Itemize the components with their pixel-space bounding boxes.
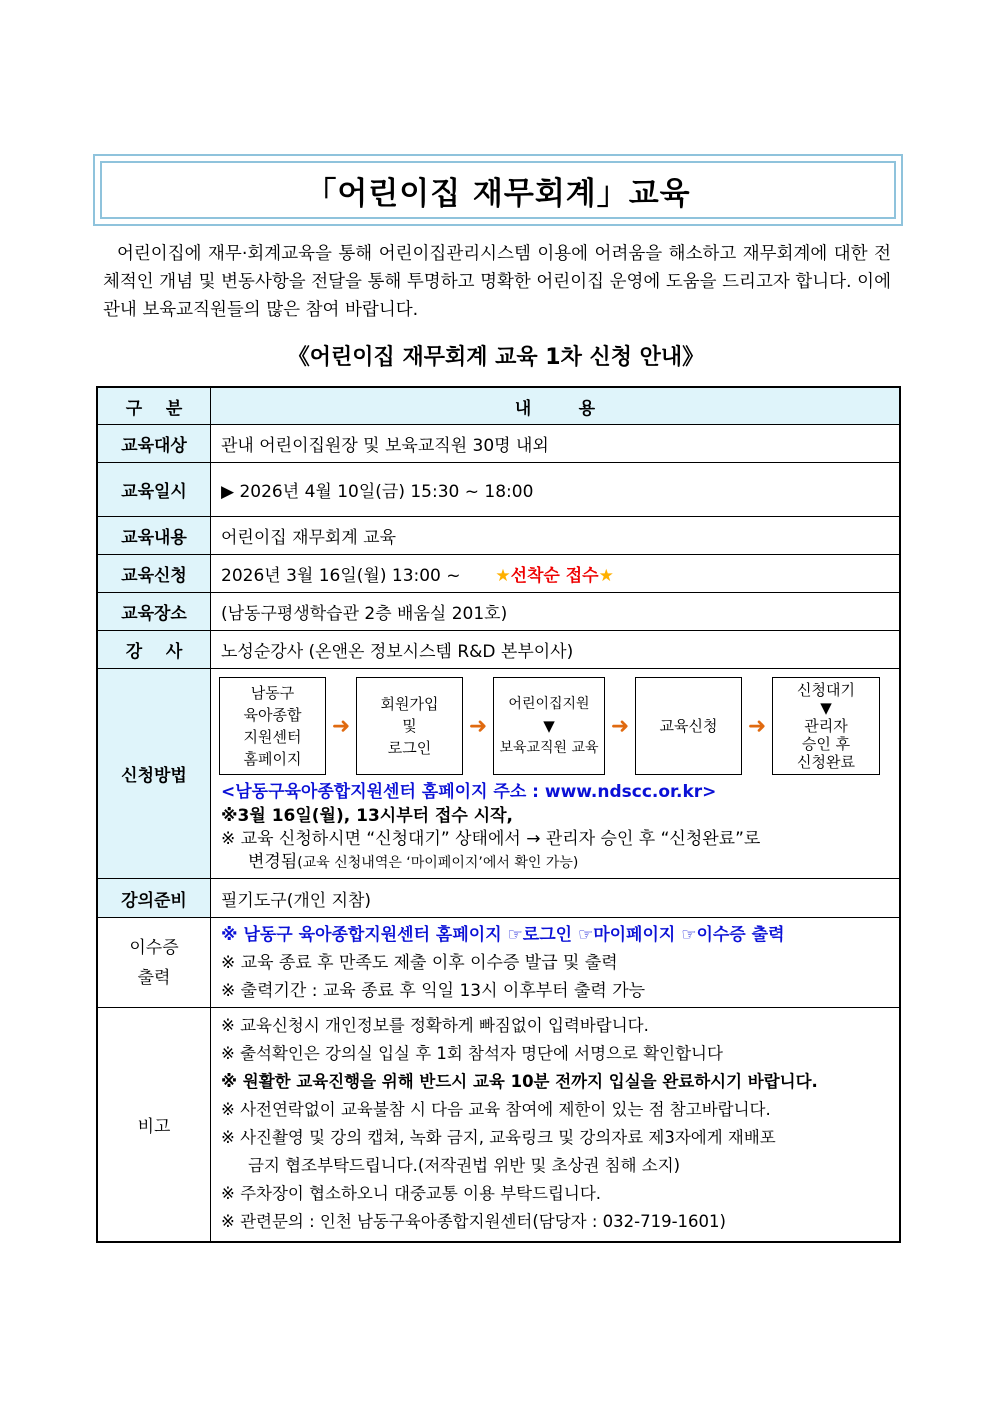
application-flow bbox=[219, 673, 899, 779]
row-target bbox=[97, 425, 900, 463]
value-remarks bbox=[211, 1008, 901, 1242]
row-lecturer bbox=[97, 631, 900, 669]
label-content: 교육내용 bbox=[97, 517, 211, 555]
arrow-right-icon: ➜ bbox=[747, 713, 767, 739]
flow-step-approval: 신청대기 ▼ 관리자 승인 후 신청완료 bbox=[772, 677, 880, 775]
homepage-url-line: <남동구육아종합지원센터 홈페이지 주소 : www.ndscc.or.kr> bbox=[221, 782, 717, 802]
intro-text: 어린이집에 재무·회계교육을 통해 어린이집관리시스템 이용에 어려움을 해소하고 재무회계에 대한 전체적인 개념 및 변동사항을 전달을 통해 투명하고 명확한 어린이집 운영에 도움을 드리고자 합니다. 이에 관내 보육교직원들의 많은 참여 바랍니다. bbox=[103, 244, 891, 320]
label-place: 교육장소 bbox=[97, 593, 211, 631]
apply-date: 2026년 3월 16일(월) 13:00 ~ bbox=[221, 566, 461, 586]
remark-item: ※ 교육신청시 개인정보를 정확하게 빠짐없이 입력바랍니다. bbox=[221, 1016, 649, 1036]
row-prep bbox=[97, 879, 900, 918]
value-lecturer: 노성순강사 (온앤온 정보시스템 R&D 본부이사) bbox=[211, 631, 901, 669]
apply-note-line1: ※ 교육 신청하시면 “신청대기” 상태에서 → 관리자 승인 후 “신청완료”로 bbox=[221, 829, 761, 849]
label-certificate: 이수증 출력 bbox=[97, 918, 211, 1008]
info-table bbox=[96, 386, 901, 1243]
apply-highlight: 선착순 접수 bbox=[510, 566, 599, 586]
remark-item: 금지 협조부탁드립니다.(저작권법 위반 및 초상권 침해 소지) bbox=[248, 1156, 681, 1176]
row-content bbox=[97, 517, 900, 555]
row-method bbox=[97, 669, 900, 879]
intro-paragraph bbox=[103, 240, 891, 324]
star-icon: ★ bbox=[598, 566, 614, 586]
table-header-row bbox=[97, 387, 900, 425]
label-apply: 교육신청 bbox=[97, 555, 211, 593]
remark-item: ※ 관련문의 : 인천 남동구육아종합지원센터(담당자 : 032-719-1601) bbox=[221, 1212, 726, 1232]
value-prep: 필기도구(개인 지참) bbox=[211, 879, 901, 918]
value-target: 관내 어린이집원장 및 보육교직원 30명 내외 bbox=[211, 425, 901, 463]
remark-item: ※ 원활한 교육진행을 위해 반드시 교육 10분 전까지 입실을 완료하시기 바랍니다. bbox=[221, 1072, 818, 1092]
remark-item: ※ 사진촬영 및 강의 캡쳐, 녹화 금지, 교육링크 및 강의자료 제3자에게 재배포 bbox=[221, 1128, 776, 1148]
title-box bbox=[93, 154, 903, 226]
value-content: 어린이집 재무회계 교육 bbox=[211, 517, 901, 555]
row-apply bbox=[97, 555, 900, 593]
row-date bbox=[97, 463, 900, 517]
value-date: ▶ 2026년 4월 10일(금) 15:30 ~ 18:00 bbox=[211, 463, 901, 517]
label-remarks: 비고 bbox=[97, 1008, 211, 1242]
arrow-right-icon: ➜ bbox=[331, 713, 351, 739]
value-certificate bbox=[211, 918, 901, 1008]
flow-step-daycare-support: 어린이집지원 ▼ 보육교직원 교육 bbox=[493, 677, 605, 775]
document-title: 「어린이집 재무회계」교육 bbox=[305, 175, 691, 212]
value-apply bbox=[211, 555, 901, 593]
flow-step-signup: 회원가입 및 로그인 bbox=[356, 677, 463, 775]
title-inner-frame bbox=[100, 161, 896, 219]
down-triangle-icon: ▼ bbox=[543, 717, 555, 735]
label-target: 교육대상 bbox=[97, 425, 211, 463]
down-triangle-icon: ▼ bbox=[820, 699, 832, 717]
flow-step-homepage: 남동구 육아종합 지원센터 홈페이지 bbox=[219, 677, 326, 775]
apply-start-line: ※3월 16일(월), 13시부터 접수 시작, bbox=[221, 806, 514, 826]
flow-step-apply: 교육신청 bbox=[635, 677, 742, 775]
remark-item: ※ 사전연락없이 교육불참 시 다음 교육 참여에 제한이 있는 점 참고바랍니다. bbox=[221, 1100, 771, 1120]
cert-line1: ※ 남동구 육아종합지원센터 홈페이지 ☞로그인 ☞마이페이지 ☞이수증 출력 bbox=[221, 924, 785, 945]
label-date: 교육일시 bbox=[97, 463, 211, 517]
arrow-right-icon: ➜ bbox=[468, 713, 488, 739]
remark-item: ※ 주차장이 협소하오니 대중교통 이용 부탁드립니다. bbox=[221, 1184, 602, 1204]
arrow-right-icon: ➜ bbox=[610, 713, 630, 739]
label-method: 신청방법 bbox=[97, 669, 211, 879]
apply-note-line2: 변경됨(교육 신청내역은 ‘마이페이지’에서 확인 가능) bbox=[248, 852, 579, 872]
value-place: (남동구평생학습관 2층 배움실 201호) bbox=[211, 593, 901, 631]
row-remarks bbox=[97, 1008, 900, 1242]
value-method bbox=[211, 669, 901, 879]
star-icon: ★ bbox=[495, 566, 511, 586]
label-lecturer: 강 사 bbox=[97, 631, 211, 669]
row-place bbox=[97, 593, 900, 631]
label-prep: 강의준비 bbox=[97, 879, 211, 918]
cert-line2: ※ 교육 종료 후 만족도 제출 이후 이수증 발급 및 출력 bbox=[221, 952, 618, 973]
header-category: 구 분 bbox=[97, 387, 211, 425]
header-content: 내 용 bbox=[211, 387, 901, 425]
row-certificate bbox=[97, 918, 900, 1008]
cert-line3: ※ 출력기간 : 교육 종료 후 익일 13시 이후부터 출력 가능 bbox=[221, 980, 646, 1001]
section-subtitle: 《어린이집 재무회계 교육 1차 신청 안내》 bbox=[287, 345, 705, 370]
remark-item: ※ 출석확인은 강의실 입실 후 1회 참석자 명단에 서명으로 확인합니다 bbox=[221, 1044, 723, 1064]
